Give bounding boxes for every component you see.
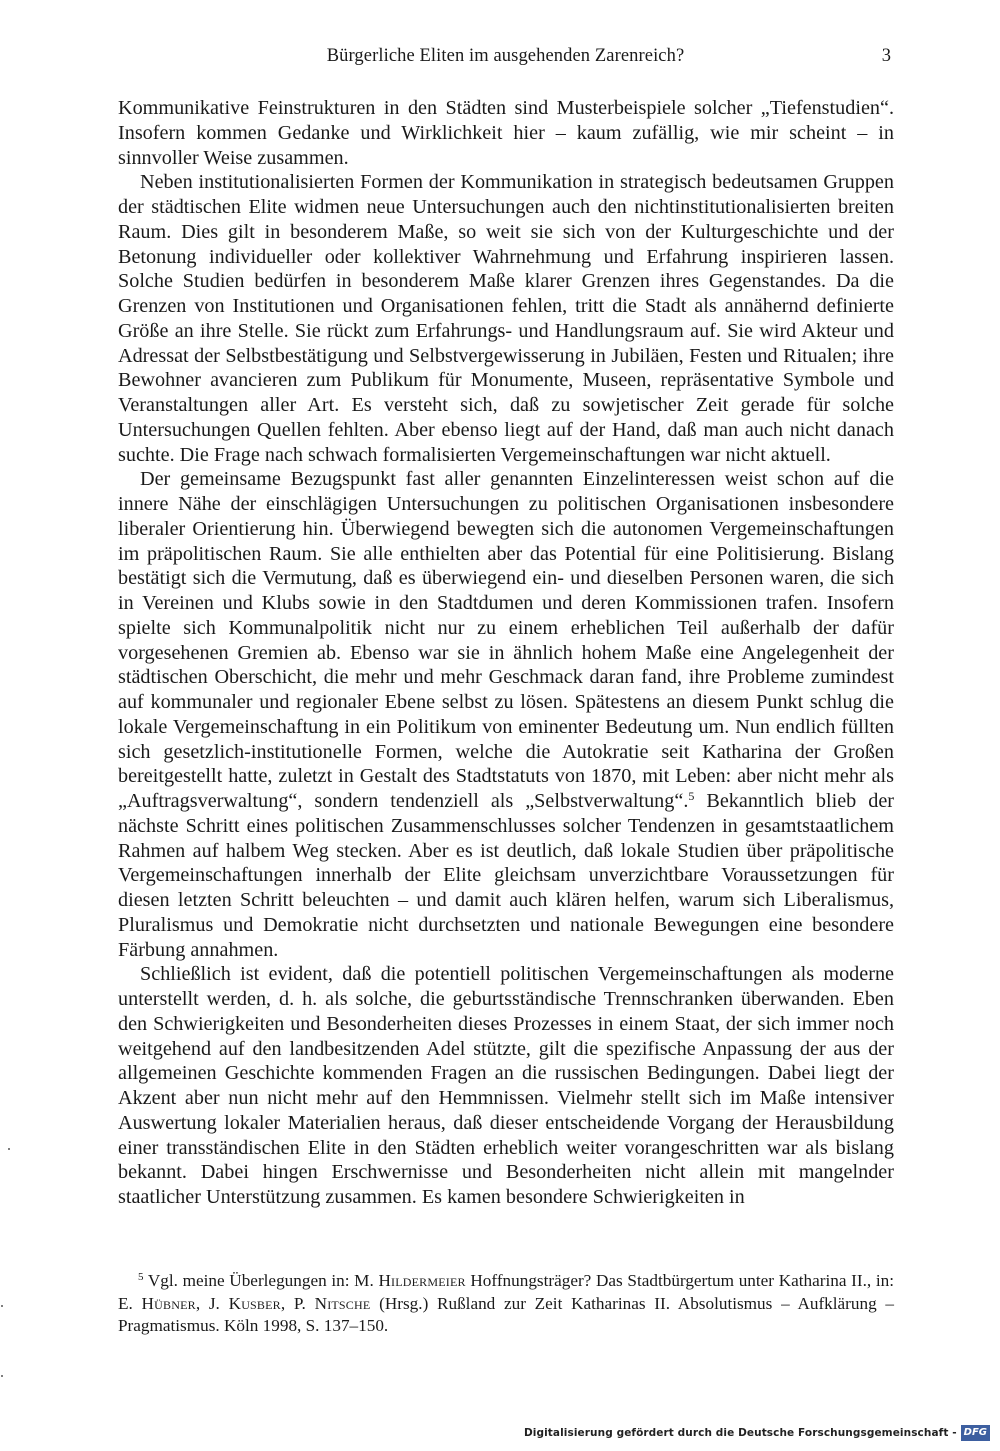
digitization-credit bbox=[524, 1423, 990, 1443]
main-text bbox=[118, 96, 894, 1210]
footnote-reference-5[interactable]: 5 bbox=[688, 789, 695, 803]
footnote-author: Hildermeier bbox=[378, 1271, 466, 1290]
footnote-author: Hübner bbox=[141, 1293, 196, 1313]
footnote-segment: Hoffnungsträger? Das Stadtbürgertum unter Katharina II., in: E. bbox=[118, 1271, 894, 1313]
running-title: Bürgerliche Eliten im ausgehenden Zarenreich? bbox=[326, 46, 685, 66]
credit-text: Digitalisierung gefördert durch die Deutsche Forschungsgemeinschaft - bbox=[523, 1427, 957, 1439]
paragraph-4: Schließlich ist evident, daß die potentiell politischen Vergemeinschaftungen als moderne unterstellt werden, d. h. als solche, die geburtsständische Trennschranken überwanden. Eben den Schwierigkeiten und Besonderheiten dieses Prozesses in einem Staat, der sich immer noch weitgehend auf den landbesitzenden Adel stützte, gilt die spezifische Anpassung der aus der allgemeinen Geschichte kommenden Fragen an die russischen Bedingungen. Dabei liegt der Akzent aber nun nicht mehr auf den Hemmnissen. Vielmehr stellt sich im Maße intensiver Auswertung lokaler Materialien heraus, daß dieser entscheidende Vorgang der Herausbildung einer transständischen Elite in den Städten erheblich weiter vorangeschritten war als bislang bekannt. Dabei hingen Erschwernisse und Besonderheiten nicht allein mit mangelnder staatlicher Unterstützung zusammen. Es kamen besondere Schwierigkeiten in bbox=[118, 963, 894, 1208]
running-header bbox=[118, 46, 893, 74]
footnote-segment: , J. bbox=[195, 1293, 229, 1313]
footnote-number: 5 bbox=[138, 1271, 144, 1283]
page-number: 3 bbox=[881, 46, 891, 66]
paragraph-1: Kommunikative Feinstrukturen in den Städten sind Musterbeispiele solcher „Tiefenstudien“. Insofern kommen Gedanke und Wirklichkeit hier – kaum zufällig, wie mir scheint – in sinnvoller Weise zusammen. bbox=[118, 97, 894, 169]
footnote-author: Kusber bbox=[228, 1293, 281, 1313]
paragraph-3 bbox=[118, 467, 894, 962]
paragraph-3-part-a: Der gemeinsame Bezugspunkt fast aller genannten Einzelinteressen weist schon auf die innere Nähe der einschlägigen Untersuchungen zu politischen Organisationen insbesondere liberaler Orientierung hin. Überwiegend bewegten sich die autonomen Vergemeinschaftungen im präpolitischen Raum. Sie alle enthielten aber das Potential für eine Politisierung. Bislang bestätigt sich die Vermutung, daß es überwiegend ein- und dieselben Personen waren, die sich in Vereinen und Klubs sowie in den Stadtdumen und deren Kommissionen trafen. Insofern spielte sich Kommunalpolitik nicht nur zu einem erheblichen Teil außerhalb der dafür vorgesehenen Gremien ab. Ebenso war sie in ähnlich hohem Maße eine Angelegenheit der städtischen Oberschicht, die mehr und mehr Geschmack daran fand, ihre Probleme zumindest auf kommunaler und regionaler Ebene selbst zu lösen. Spätestens an diesem Punkt schlug die lokale Vergemeinschaftung in ein Politikum von eminenter Bedeutung um. Nun endlich füllten sich gesetzlich-institutionelle Formen, welche die Autokratie seit Katharina der Großen bereitgestellt hatte, zuletzt in Gestalt des Stadtstatuts von 1870, mit Leben: aber nicht mehr als „Auftragsverwaltung“, sondern tendenziell als „Selbstverwaltung“. bbox=[118, 468, 894, 812]
footnote-5 bbox=[118, 1270, 894, 1338]
scan-speck bbox=[1, 1305, 3, 1307]
footnote-segment: Vgl. meine Überlegungen in: M. bbox=[143, 1271, 379, 1290]
footnote-segment: , P. bbox=[280, 1293, 315, 1313]
dfg-logo-icon: DFG bbox=[961, 1425, 990, 1441]
paragraph-2: Neben institutionalisierten Formen der Kommunikation in strategisch bedeutsamen Gruppen der städtischen Elite widmen neue Untersuchungen auch den nichtinstitutionalisierten breiten Raum. Dies gilt in besonderem Maße, so weit sie sich von der Kulturgeschichte und der Betonung individueller oder kollektiver Wahrnehmung und Erfahrung inspirieren lassen. Solche Studien bedürfen in besonderem Maße klarer Grenzen ihres Gegenstandes. Da die Grenzen von Institutionen und Organisationen fehlen, tritt die Stadt als annähernd definierte Größe an ihre Stelle. Sie rückt zum Erfahrungs- und Handlungsraum auf. Sie wird Akteur und Adressat der Selbstbestätigung und Selbstvergewisserung in Jubiläen, Festen und Ritualen; ihre Bewohner avancieren zum Publikum für Monumente, Museen, repräsentative Symbole und Veranstaltungen aller Art. Es versteht sich, daß zu sowjetischer Zeit gerade für solche Untersuchungen Quellen fehlten. Aber ebenso liegt auf der Hand, daß man auch nicht danach suchte. Die Frage nach schwach formalisierten Vergemeinschaftungen war nicht aktuell. bbox=[118, 171, 894, 466]
footnote-segment: (Hrsg.) Rußland zur Zeit Katharinas II. Absolutismus – Aufklärung – Pragmatismus. Köln 1998, S. 137–150. bbox=[118, 1293, 894, 1335]
scan-speck bbox=[1, 1375, 3, 1377]
footnote-text bbox=[118, 1270, 894, 1338]
paragraph-3-part-b: Bekanntlich blieb der nächste Schritt eines politischen Zusammenschlusses solcher Tendenzen in gesamtstaatlichem Rahmen auf halbem Weg stecken. Aber es ist deutlich, daß lokale Studien über präpolitische Vergemeinschaftungen innerhalb der Elite gleichsam unverzichtbare Voraussetzungen für diesen letzten Schritt beleuchten – und damit auch klären helfen, warum sich Liberalismus, Pluralismus und Demokratie nicht durchsetzten und nationale Bewegungen eine besondere Färbung annahmen. bbox=[118, 790, 894, 961]
footnote-author: Nitsche bbox=[314, 1293, 371, 1313]
scan-speck bbox=[8, 1148, 10, 1150]
